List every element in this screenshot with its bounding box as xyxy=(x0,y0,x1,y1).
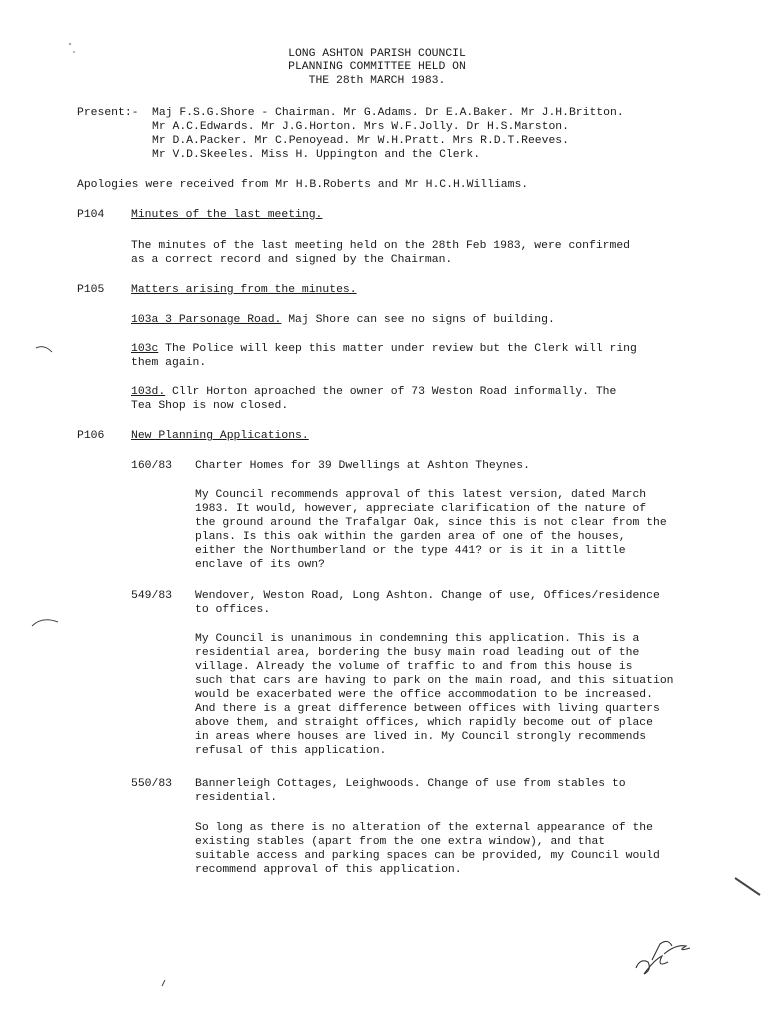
application-text: such that cars are having to park on the main road, and this situation xyxy=(195,675,674,687)
application-ref: 549/83 xyxy=(131,590,173,602)
apologies: Apologies were received from Mr H.B.Roberts and Mr H.C.H.Williams. xyxy=(77,179,529,191)
initials-signature xyxy=(636,941,690,974)
present-line: Mr D.A.Packer. Mr C.Penoyead. Mr W.H.Pratt. Mrs R.D.T.Reeves. xyxy=(152,135,569,147)
item-number-p104: P104 xyxy=(77,209,105,221)
subitem-ref: 103d. xyxy=(131,386,166,398)
application-text: recommend approval of this application. xyxy=(195,864,462,876)
subitem-text: The Police will keep this matter under review but the Clerk will ring xyxy=(158,343,637,355)
application-text: 1983. It would, however, appreciate clarification of the nature of xyxy=(195,503,647,515)
margin-tick-mark xyxy=(32,620,58,626)
present-label: Present:- xyxy=(77,107,139,119)
application-text: the ground around the Trafalgar Oak, since this is not clear from the xyxy=(195,517,667,529)
application-text: above them, and straight offices, which rapidly become out of place xyxy=(195,717,653,729)
subitem-ref: 103a 3 Parsonage Road. xyxy=(131,314,282,326)
present-line: Maj F.S.G.Shore - Chairman. Mr G.Adams. Dr E.A.Baker. Mr J.H.Britton. xyxy=(152,107,624,119)
subitem-text: Maj Shore can see no signs of building. xyxy=(281,314,555,326)
council-name: LONG ASHTON PARISH COUNCIL xyxy=(288,48,466,60)
application-text: village. Already the volume of traffic to and from this house is xyxy=(195,661,633,673)
application-text: existing stables (apart from the one extra window), and that xyxy=(195,836,606,848)
item-heading-p106: New Planning Applications. xyxy=(131,430,309,442)
application-text: So long as there is no alteration of the external appearance of the xyxy=(195,822,653,834)
subitem-text: them again. xyxy=(131,357,207,369)
meeting-title: PLANNING COMMITTEE HELD ON xyxy=(288,61,466,73)
item-number-p105: P105 xyxy=(77,284,105,296)
meeting-date: THE 28th MARCH 1983. xyxy=(308,75,446,87)
margin-tick-mark xyxy=(36,347,52,352)
subitem-text: Tea Shop is now closed. xyxy=(131,400,289,412)
application-title: Bannerleigh Cottages, Leighwoods. Change of use from stables to xyxy=(195,778,626,790)
application-title: to offices. xyxy=(195,604,271,616)
item-text: as a correct record and signed by the Chairman. xyxy=(131,254,453,266)
item-heading-p105: Matters arising from the minutes. xyxy=(131,284,357,296)
item-text: The minutes of the last meeting held on the 28th Feb 1983, were confirmed xyxy=(131,240,630,252)
application-text: refusal of this application. xyxy=(195,745,387,757)
application-ref: 160/83 xyxy=(131,460,173,472)
application-text: plans. Is this oak within the garden area of one of the houses, xyxy=(195,531,626,543)
application-text: My Council is unanimous in condemning this application. This is a xyxy=(195,633,640,645)
application-text: would be exacerbated were the office accommodation to be increased. xyxy=(195,689,653,701)
application-text: And there is a great difference between offices with living quarters xyxy=(195,703,660,715)
present-line: Mr V.D.Skeeles. Miss H. Uppington and the Clerk. xyxy=(152,149,481,161)
application-ref: 550/83 xyxy=(131,778,173,790)
item-number-p106: P106 xyxy=(77,430,105,442)
subitem-text: Cllr Horton aproached the owner of 73 Weston Road informally. The xyxy=(165,386,617,398)
dot-mark xyxy=(162,980,165,986)
speck-mark xyxy=(73,51,75,53)
application-text: suitable access and parking spaces can be provided, my Council would xyxy=(195,850,660,862)
application-text: residential area, bordering the busy main road leading out of the xyxy=(195,647,640,659)
item-heading-p104: Minutes of the last meeting. xyxy=(131,209,323,221)
application-text: My Council recommends approval of this latest version, dated March xyxy=(195,489,647,501)
application-text: enclave of its own? xyxy=(195,559,325,571)
speck-mark xyxy=(69,43,71,45)
present-line: Mr A.C.Edwards. Mr J.G.Horton. Mrs W.F.Jolly. Dr H.S.Marston. xyxy=(152,121,569,133)
subitem-ref: 103c xyxy=(131,343,159,355)
application-title: Charter Homes for 39 Dwellings at Ashton Theynes. xyxy=(195,460,530,472)
application-title: Wendover, Weston Road, Long Ashton. Change of use, Offices/residence xyxy=(195,590,660,602)
application-text: in areas where houses are lived in. My Council strongly recommends xyxy=(195,731,647,743)
edge-mark xyxy=(735,878,760,895)
application-text: either the Northumberland or the type 441? or is it in a little xyxy=(195,545,626,557)
application-title: residential. xyxy=(195,792,278,804)
